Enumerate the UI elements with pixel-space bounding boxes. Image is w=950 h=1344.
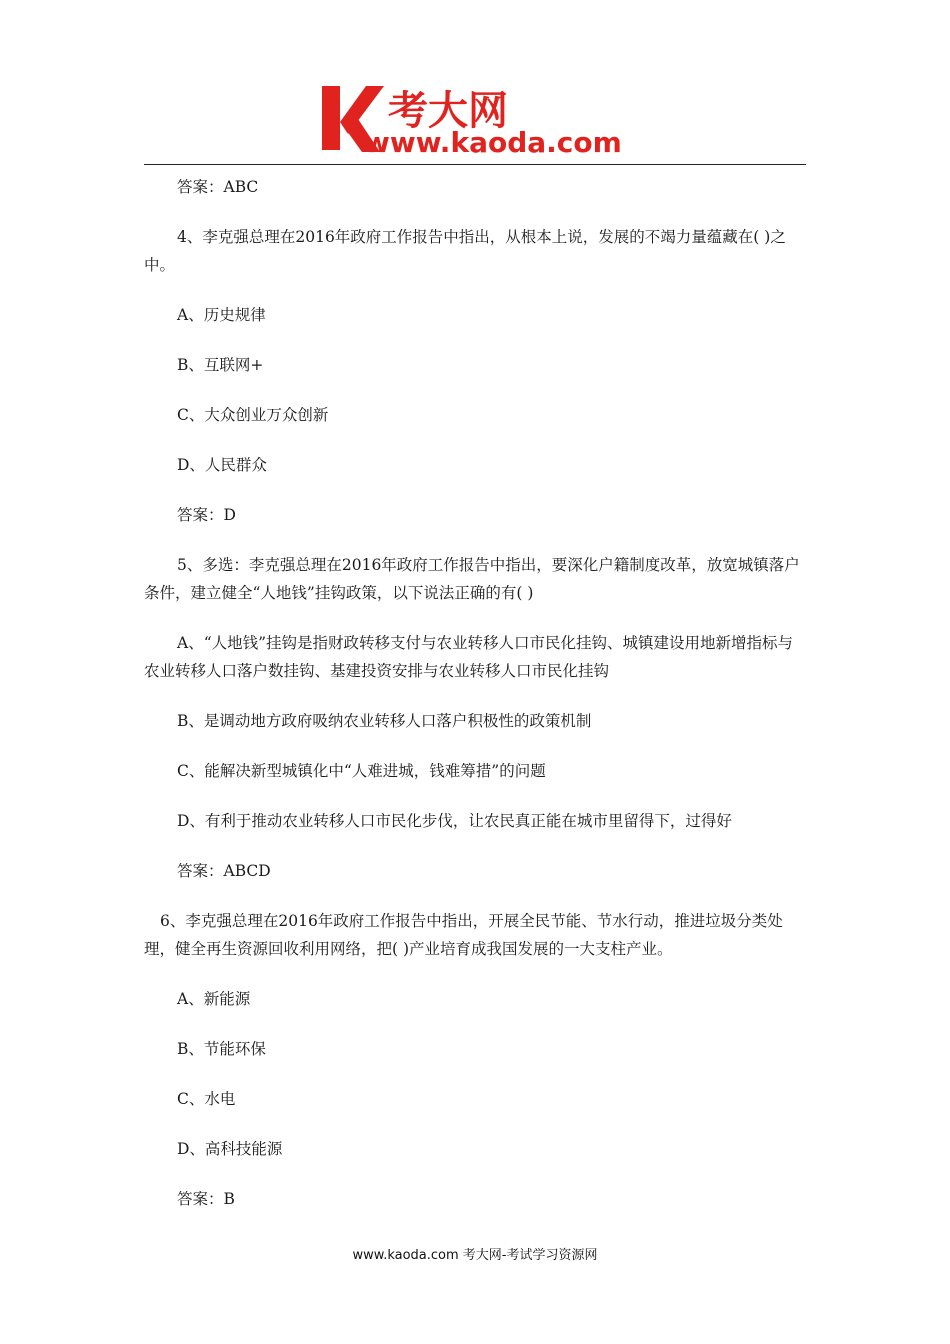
question-4-option-d: D、人民群众 — [177, 456, 267, 474]
logo-url-text: www.kaoda.com — [364, 126, 622, 159]
question-5-option-d: D、有利于推动农业转移人口市民化步伐，让农民真正能在城市里留得下，过得好 — [177, 812, 732, 830]
question-6-option-a: A、新能源 — [177, 990, 251, 1008]
question-6-option-b: B、节能环保 — [177, 1040, 266, 1058]
question-5-answer: 答案：ABCD — [177, 862, 271, 880]
question-6-option-d: D、高科技能源 — [177, 1140, 283, 1158]
question-5-stem: 5、多选：李克强总理在2016年政府工作报告中指出，要深化户籍制度改革，放宽城镇落户条件，建立健全“人地钱”挂钩政策，以下说法正确的有( ) — [144, 556, 800, 602]
header-divider — [144, 164, 806, 165]
question-4-answer: 答案：D — [177, 506, 236, 524]
question-5-option-c: C、能解决新型城镇化中“人难进城，钱难筹措”的问题 — [177, 762, 546, 780]
question-4-option-a: A、历史规律 — [177, 306, 266, 324]
question-6-stem: 6、李克强总理在2016年政府工作报告中指出，开展全民节能、节水行动，推进垃圾分类处理，健全再生资源回收利用网络，把( )产业培育成我国发展的一大支柱产业。 — [144, 912, 783, 958]
question-5-option-a: A、“人地钱”挂钩是指财政转移支付与农业转移人口市民化挂钩、城镇建设用地新增指标与农业转移人口落户数挂钩、基建投资安排与农业转移人口市民化挂钩 — [144, 634, 794, 680]
page-header — [0, 0, 950, 168]
document-body — [144, 168, 806, 1213]
question-4-option-c: C、大众创业万众创新 — [177, 406, 329, 424]
answer-prev: 答案：ABC — [177, 178, 259, 196]
question-4-stem: 4、李克强总理在2016年政府工作报告中指出，从根本上说，发展的不竭力量蕴藏在( )之中。 — [144, 228, 786, 274]
kaoda-logo — [318, 80, 648, 160]
question-4-option-b: B、互联网+ — [177, 356, 264, 374]
logo-cn-text: 考大网 — [388, 88, 508, 134]
page-footer: www.kaoda.com 考大网-考试学习资源网 — [352, 1248, 598, 1263]
question-6-option-c: C、水电 — [177, 1090, 236, 1108]
question-6-answer: 答案：B — [177, 1190, 235, 1208]
question-5-option-b: B、是调动地方政府吸纳农业转移人口落户积极性的政策机制 — [177, 712, 592, 730]
